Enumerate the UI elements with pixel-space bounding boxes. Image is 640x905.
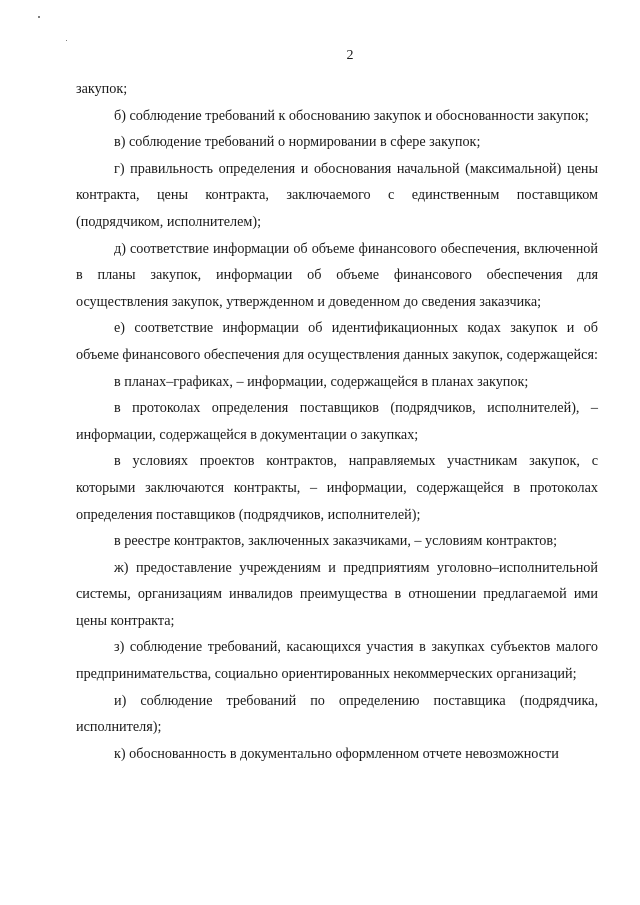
paragraph-item-e: е) соответствие информации об идентификационных кодах закупок и об объеме финансового обеспечения для осуществления данных закупок, содержащейся: xyxy=(76,320,598,363)
document-body xyxy=(76,76,598,767)
paragraph-item-d: д) соответствие информации об объеме финансового обеспечения, включенной в планы закупок, информации об объеме финансового обеспечения для осуществления закупок, утвержденном и доведенном до сведения заказчика; xyxy=(76,240,598,310)
paragraph-item-v: в) соблюдение требований о нормировании в сфере закупок; xyxy=(114,134,481,151)
paragraph-item-z: з) соблюдение требований, касающихся участия в закупках субъектов малого предпринимательства, социально ориентированных некоммерческих организаций; xyxy=(76,639,598,683)
paragraph-subitem-protocols: в протоколах определения поставщиков (подрядчиков, исполнителей), – информации, содержащейся в документации о закупках; xyxy=(76,400,598,443)
scan-speck xyxy=(38,16,40,18)
paragraph-subitem-contract-drafts: в условиях проектов контрактов, направляемых участникам закупок, с которыми заключаются контракты, – информации, содержащейся в протоколах определения поставщиков (подрядчиков, исполнителей); xyxy=(76,453,598,523)
paragraph-item-zh: ж) предоставление учреждениям и предприятиям уголовно–исполнительной системы, организациям инвалидов преимущества в отношении предлагаемой ими цены контракта; xyxy=(76,559,598,629)
paragraph-item-g: г) правильность определения и обоснования начальной (максимальной) цены контракта, цены контракта, заключаемого с единственным поставщиком (подрядчиком, исполнителем); xyxy=(76,160,598,230)
paragraph-item-b: б) соблюдение требований к обоснованию закупок и обоснованности закупок; xyxy=(114,107,589,124)
scan-speck xyxy=(66,40,67,41)
paragraph-item-k: к) обоснованность в документально оформленном отчете невозможности xyxy=(114,745,559,762)
paragraph-continuation: закупок; xyxy=(76,81,128,97)
paragraph-subitem-plans: в планах–графиках, – информации, содержащейся в планах закупок; xyxy=(114,373,529,390)
paragraph-item-i: и) соблюдение требований по определению поставщика (подрядчика, исполнителя); xyxy=(76,692,598,736)
page-number: 2 xyxy=(346,48,354,63)
paragraph-subitem-registry: в реестре контрактов, заключенных заказчиками, – условиям контрактов; xyxy=(114,533,558,550)
